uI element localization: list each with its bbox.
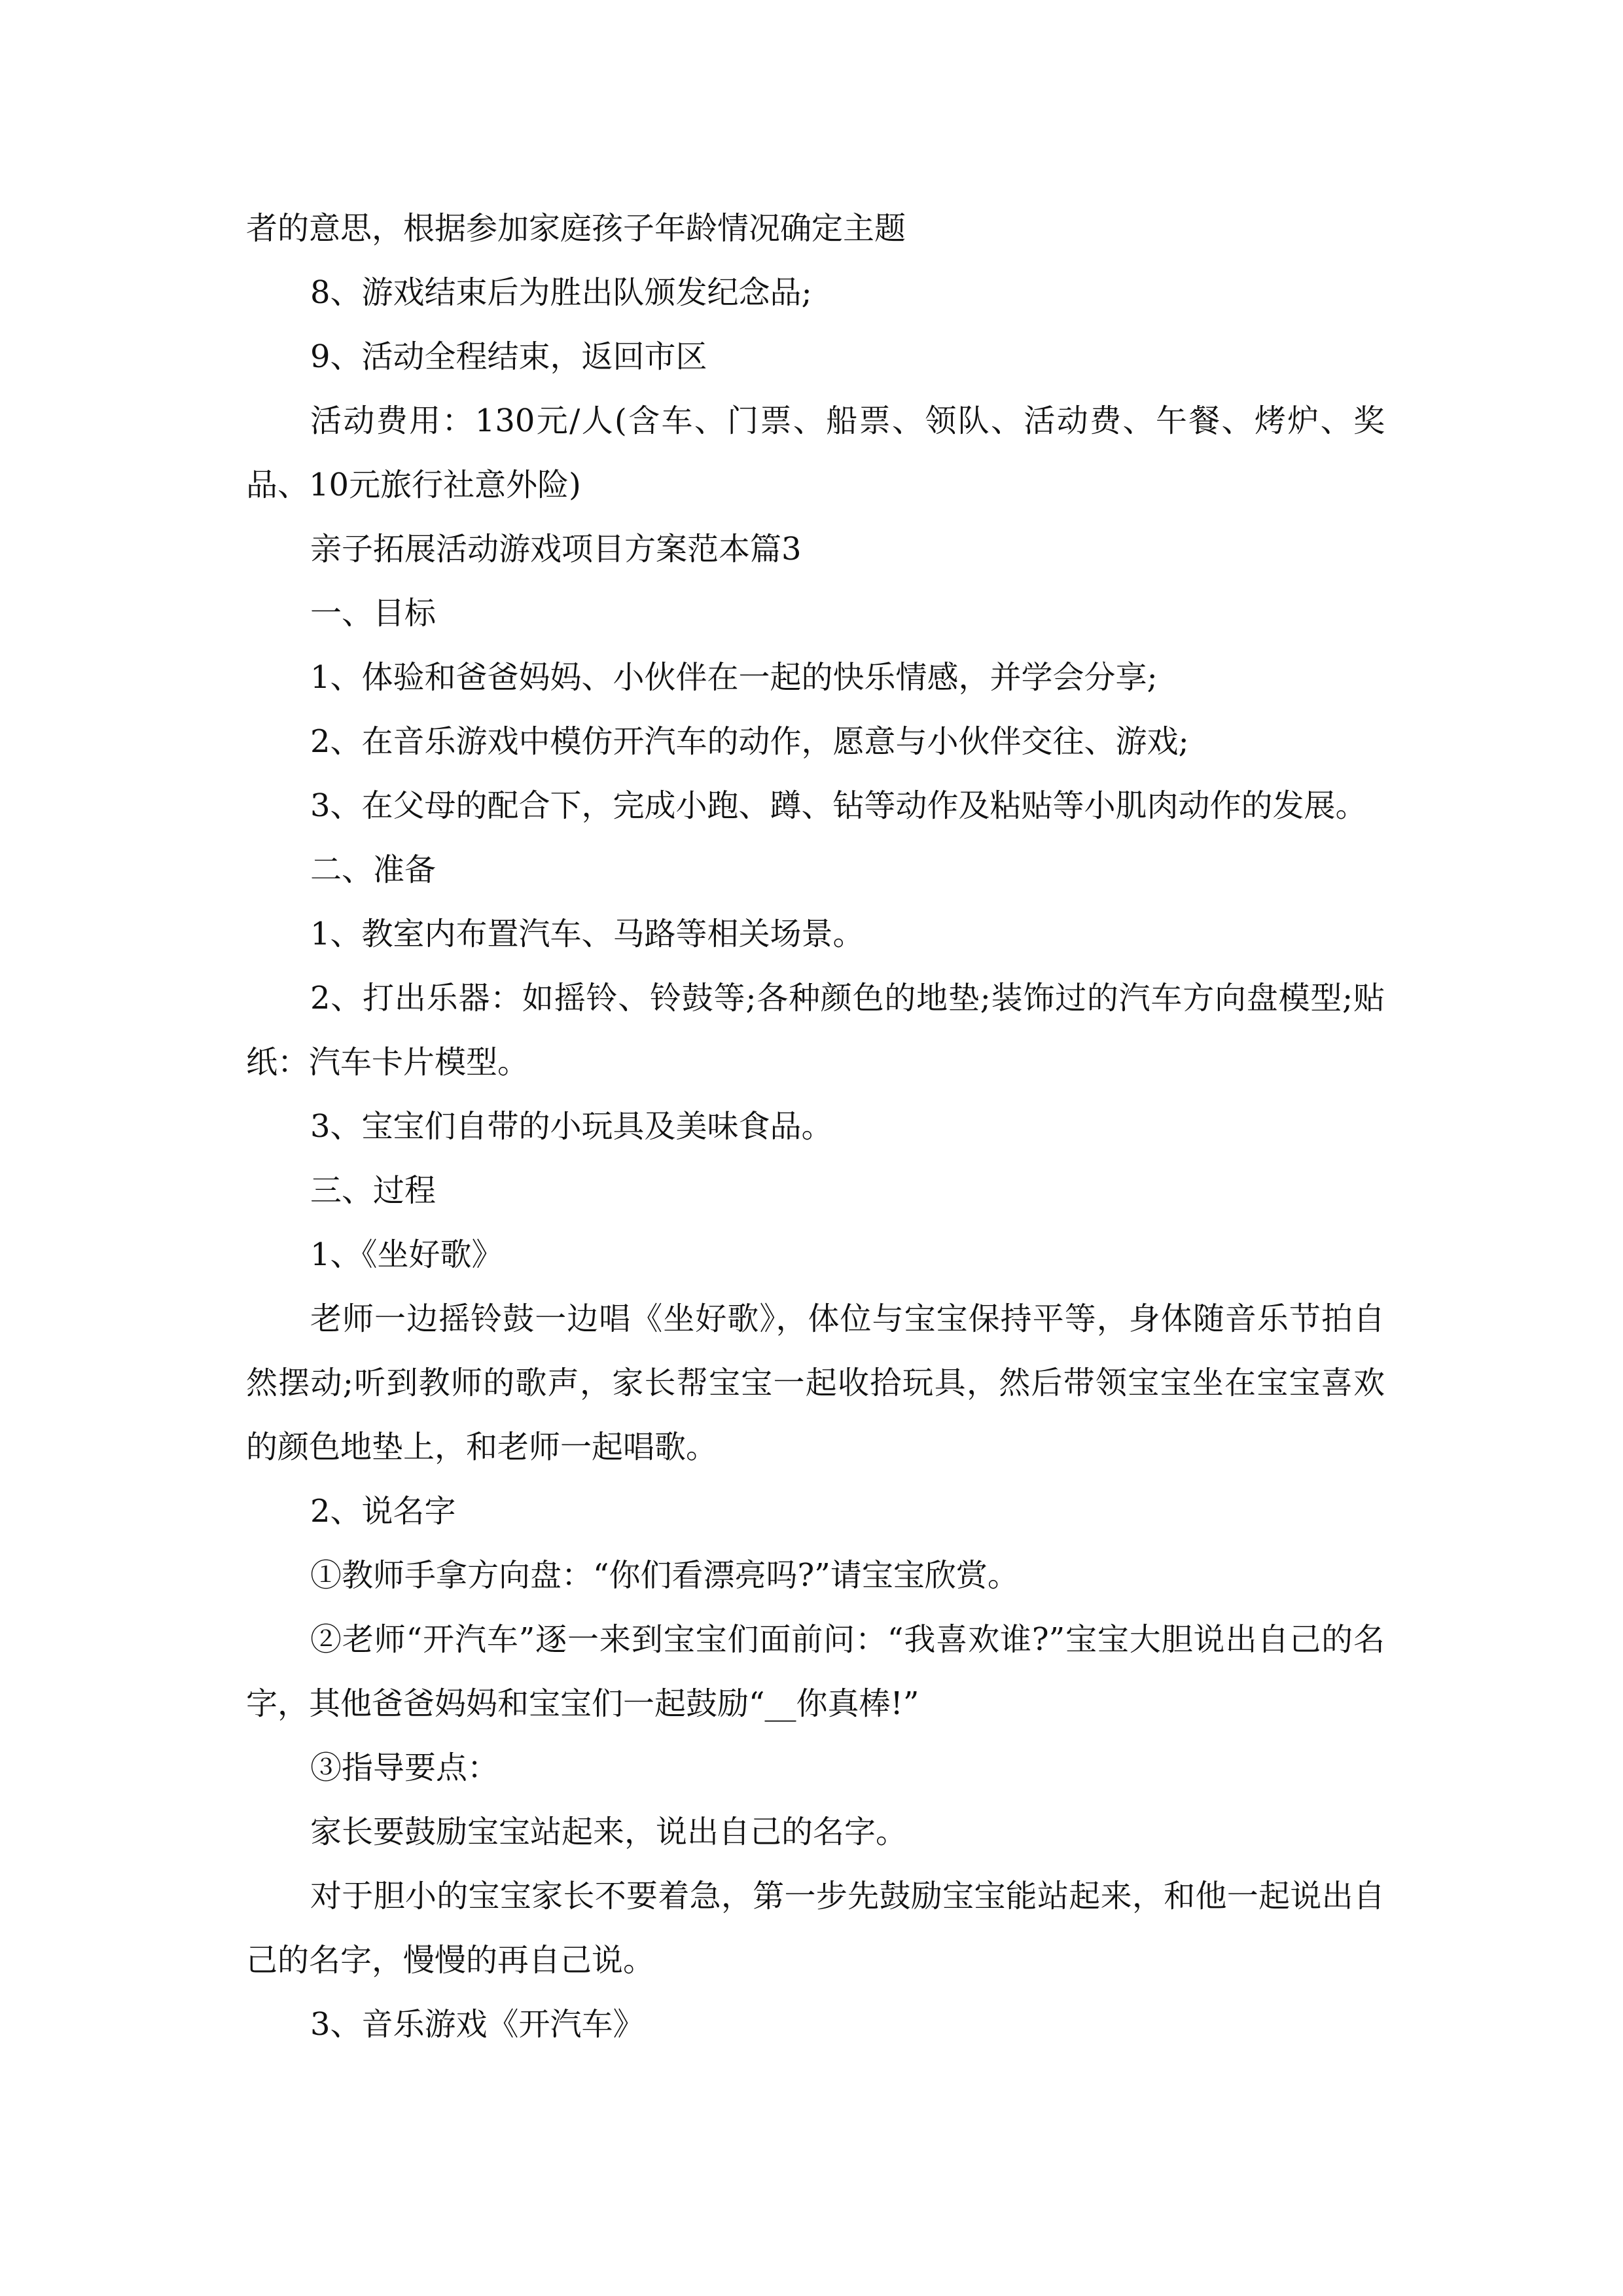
preparation-item-2: 2、打出乐器：如摇铃、铃鼓等;各种颜色的地垫;装饰过的汽车方向盘模型;贴纸：汽车卡片模型。 bbox=[246, 980, 1385, 1081]
heading-process: 三、过程 bbox=[310, 1172, 437, 1209]
section-title: 亲子拓展活动游戏项目方案范本篇3 bbox=[310, 531, 802, 567]
paragraph-continuation: 者的意思，根据参加家庭孩子年龄情况确定主题 bbox=[246, 210, 906, 247]
guidance-paragraph-1: 家长要鼓励宝宝站起来，说出自己的名字。 bbox=[310, 1814, 908, 1850]
preparation-item-1: 1、教室内布置汽车、马路等相关场景。 bbox=[310, 916, 865, 952]
goal-item-2: 2、在音乐游戏中模仿开汽车的动作，愿意与小伙伴交往、游戏; bbox=[310, 723, 1189, 760]
process-item-2: 2、说名字 bbox=[310, 1493, 456, 1530]
list-item-9: 9、活动全程结束，返回市区 bbox=[310, 338, 707, 375]
process-paragraph: 老师一边摇铃鼓一边唱《坐好歌》，体位与宝宝保持平等，身体随音乐节拍自然摆动;听到教师的歌声，家长帮宝宝一起收拾玩具，然后带领宝宝坐在宝宝喜欢的颜色地垫上，和老师一起唱歌。 bbox=[246, 1300, 1385, 1465]
process-step-1: ①教师手拿方向盘：“你们看漂亮吗?”请宝宝欣赏。 bbox=[310, 1557, 1019, 1594]
heading-preparation: 二、准备 bbox=[310, 852, 437, 888]
goal-item-3: 3、在父母的配合下，完成小跑、蹲、钻等动作及粘贴等小肌肉动作的发展。 bbox=[310, 787, 1367, 824]
list-item-8: 8、游戏结束后为胜出队颁发纪念品; bbox=[310, 274, 812, 311]
process-item-3: 3、音乐游戏《开汽车》 bbox=[310, 2006, 645, 2043]
preparation-item-3: 3、宝宝们自带的小玩具及美味食品。 bbox=[310, 1108, 833, 1145]
process-step-3: ③指导要点： bbox=[310, 1749, 499, 1786]
document-body bbox=[246, 196, 1385, 2056]
process-step-2: ②老师“开汽车”逐一来到宝宝们面前问：“我喜欢谁?”宝宝大胆说出自己的名字，其他爸爸妈妈和宝宝们一起鼓励“__你真棒!” bbox=[246, 1621, 1385, 1722]
heading-goals: 一、目标 bbox=[310, 595, 437, 632]
guidance-paragraph-2: 对于胆小的宝宝家长不要着急，第一步先鼓励宝宝能站起来，和他一起说出自己的名字，慢慢的再自己说。 bbox=[246, 1878, 1385, 1979]
activity-fee-paragraph: 活动费用：130元/人(含车、门票、船票、领队、活动费、午餐、烤炉、奖品、10元旅行社意外险) bbox=[246, 403, 1385, 503]
process-item-1: 1、《坐好歌》 bbox=[310, 1236, 503, 1273]
goal-item-1: 1、体验和爸爸妈妈、小伙伴在一起的快乐情感，并学会分享; bbox=[310, 659, 1158, 696]
